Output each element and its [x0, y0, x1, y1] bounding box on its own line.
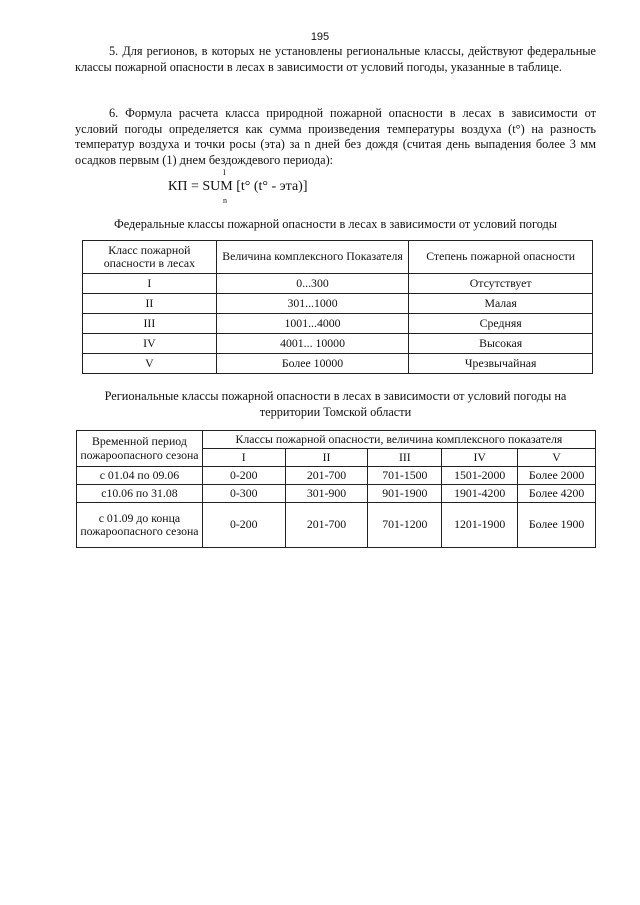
table-cell: Более 4200 [518, 485, 596, 503]
table-row [83, 294, 593, 314]
table-cell: IV [83, 334, 217, 354]
table-cell: Более 2000 [518, 467, 596, 485]
table-row [83, 314, 593, 334]
table-cell: 4001... 10000 [216, 334, 409, 354]
table-cell: 1001...4000 [216, 314, 409, 334]
table-cell: 201-700 [285, 467, 368, 485]
table-row [83, 274, 593, 294]
table-row [77, 485, 596, 503]
table-cell: Малая [409, 294, 593, 314]
table-row [77, 467, 596, 485]
regional-classes-table [76, 430, 596, 548]
table-cell: V [83, 354, 217, 374]
table-header-row [77, 431, 596, 449]
formula-lower-limit: n [223, 196, 227, 205]
table-cell: 0-200 [202, 503, 285, 548]
table-cell: III [83, 314, 217, 334]
class-header: III [368, 449, 442, 467]
paragraph-6: 6. Формула расчета класса природной пожарной опасности в лесах в зависимости от условий погоды определяется как сумма произведения температуры воздуха (t°) на разность температур воздуха и точки росы (эта) за n дней без дождя (считая день выпадения более 3 мм осадков первым (1) днем бездождевого периода): [75, 106, 596, 167]
table-cell: II [83, 294, 217, 314]
table-row [83, 334, 593, 354]
table-cell: Более 10000 [216, 354, 409, 374]
class-group-header: Классы пожарной опасности, величина комплексного показателя [202, 431, 595, 449]
paragraph-5: 5. Для регионов, в которых не установлены региональные классы, действуют федеральные классы пожарной опасности в лесах в зависимости от условий погоды, указанные в таблице. [75, 44, 596, 74]
header-cell: Степень пожарной опасности [409, 241, 593, 274]
class-header: I [202, 449, 285, 467]
table-cell: 701-1500 [368, 467, 442, 485]
table-row [83, 354, 593, 374]
header-cell: Величина комплексного Показателя [216, 241, 409, 274]
federal-classes-table [82, 240, 593, 374]
page-number: 195 [310, 31, 330, 43]
table-cell: I [83, 274, 217, 294]
table2-caption: Региональные классы пожарной опасности в лесах в зависимости от условий погоды на территории Томской области [104, 389, 567, 419]
table-cell: Средняя [409, 314, 593, 334]
table-cell: 301...1000 [216, 294, 409, 314]
table-cell: 1501-2000 [442, 467, 518, 485]
table-cell: 301-900 [285, 485, 368, 503]
table-cell: 1201-1900 [442, 503, 518, 548]
table-cell: Чрезвычайная [409, 354, 593, 374]
class-header: II [285, 449, 368, 467]
table-header-row [83, 241, 593, 274]
table-cell: 701-1200 [368, 503, 442, 548]
table-cell: с 01.04 по 09.06 [77, 467, 203, 485]
class-header: IV [442, 449, 518, 467]
table-cell: с10.06 по 31.08 [77, 485, 203, 503]
table-cell: 0-200 [202, 467, 285, 485]
table-cell: 0...300 [216, 274, 409, 294]
table-cell: Высокая [409, 334, 593, 354]
table-cell: 1901-4200 [442, 485, 518, 503]
header-cell: Класс пожарной опасности в лесах [83, 241, 217, 274]
table-cell: Отсутствует [409, 274, 593, 294]
table-cell: 201-700 [285, 503, 368, 548]
period-header: Временной период пожароопасного сезона [77, 431, 203, 467]
table1-caption: Федеральные классы пожарной опасности в лесах в зависимости от условий погоды [113, 217, 558, 231]
formula-expression: КП = SUM [t° (t° - эта)] [168, 179, 308, 194]
table-cell: 0-300 [202, 485, 285, 503]
table-cell: Более 1900 [518, 503, 596, 548]
table-cell: с 01.09 до конца пожароопасного сезона [77, 503, 203, 548]
table-row [77, 503, 596, 548]
table-cell: 901-1900 [368, 485, 442, 503]
class-header: V [518, 449, 596, 467]
formula-upper-limit: I [223, 168, 226, 177]
